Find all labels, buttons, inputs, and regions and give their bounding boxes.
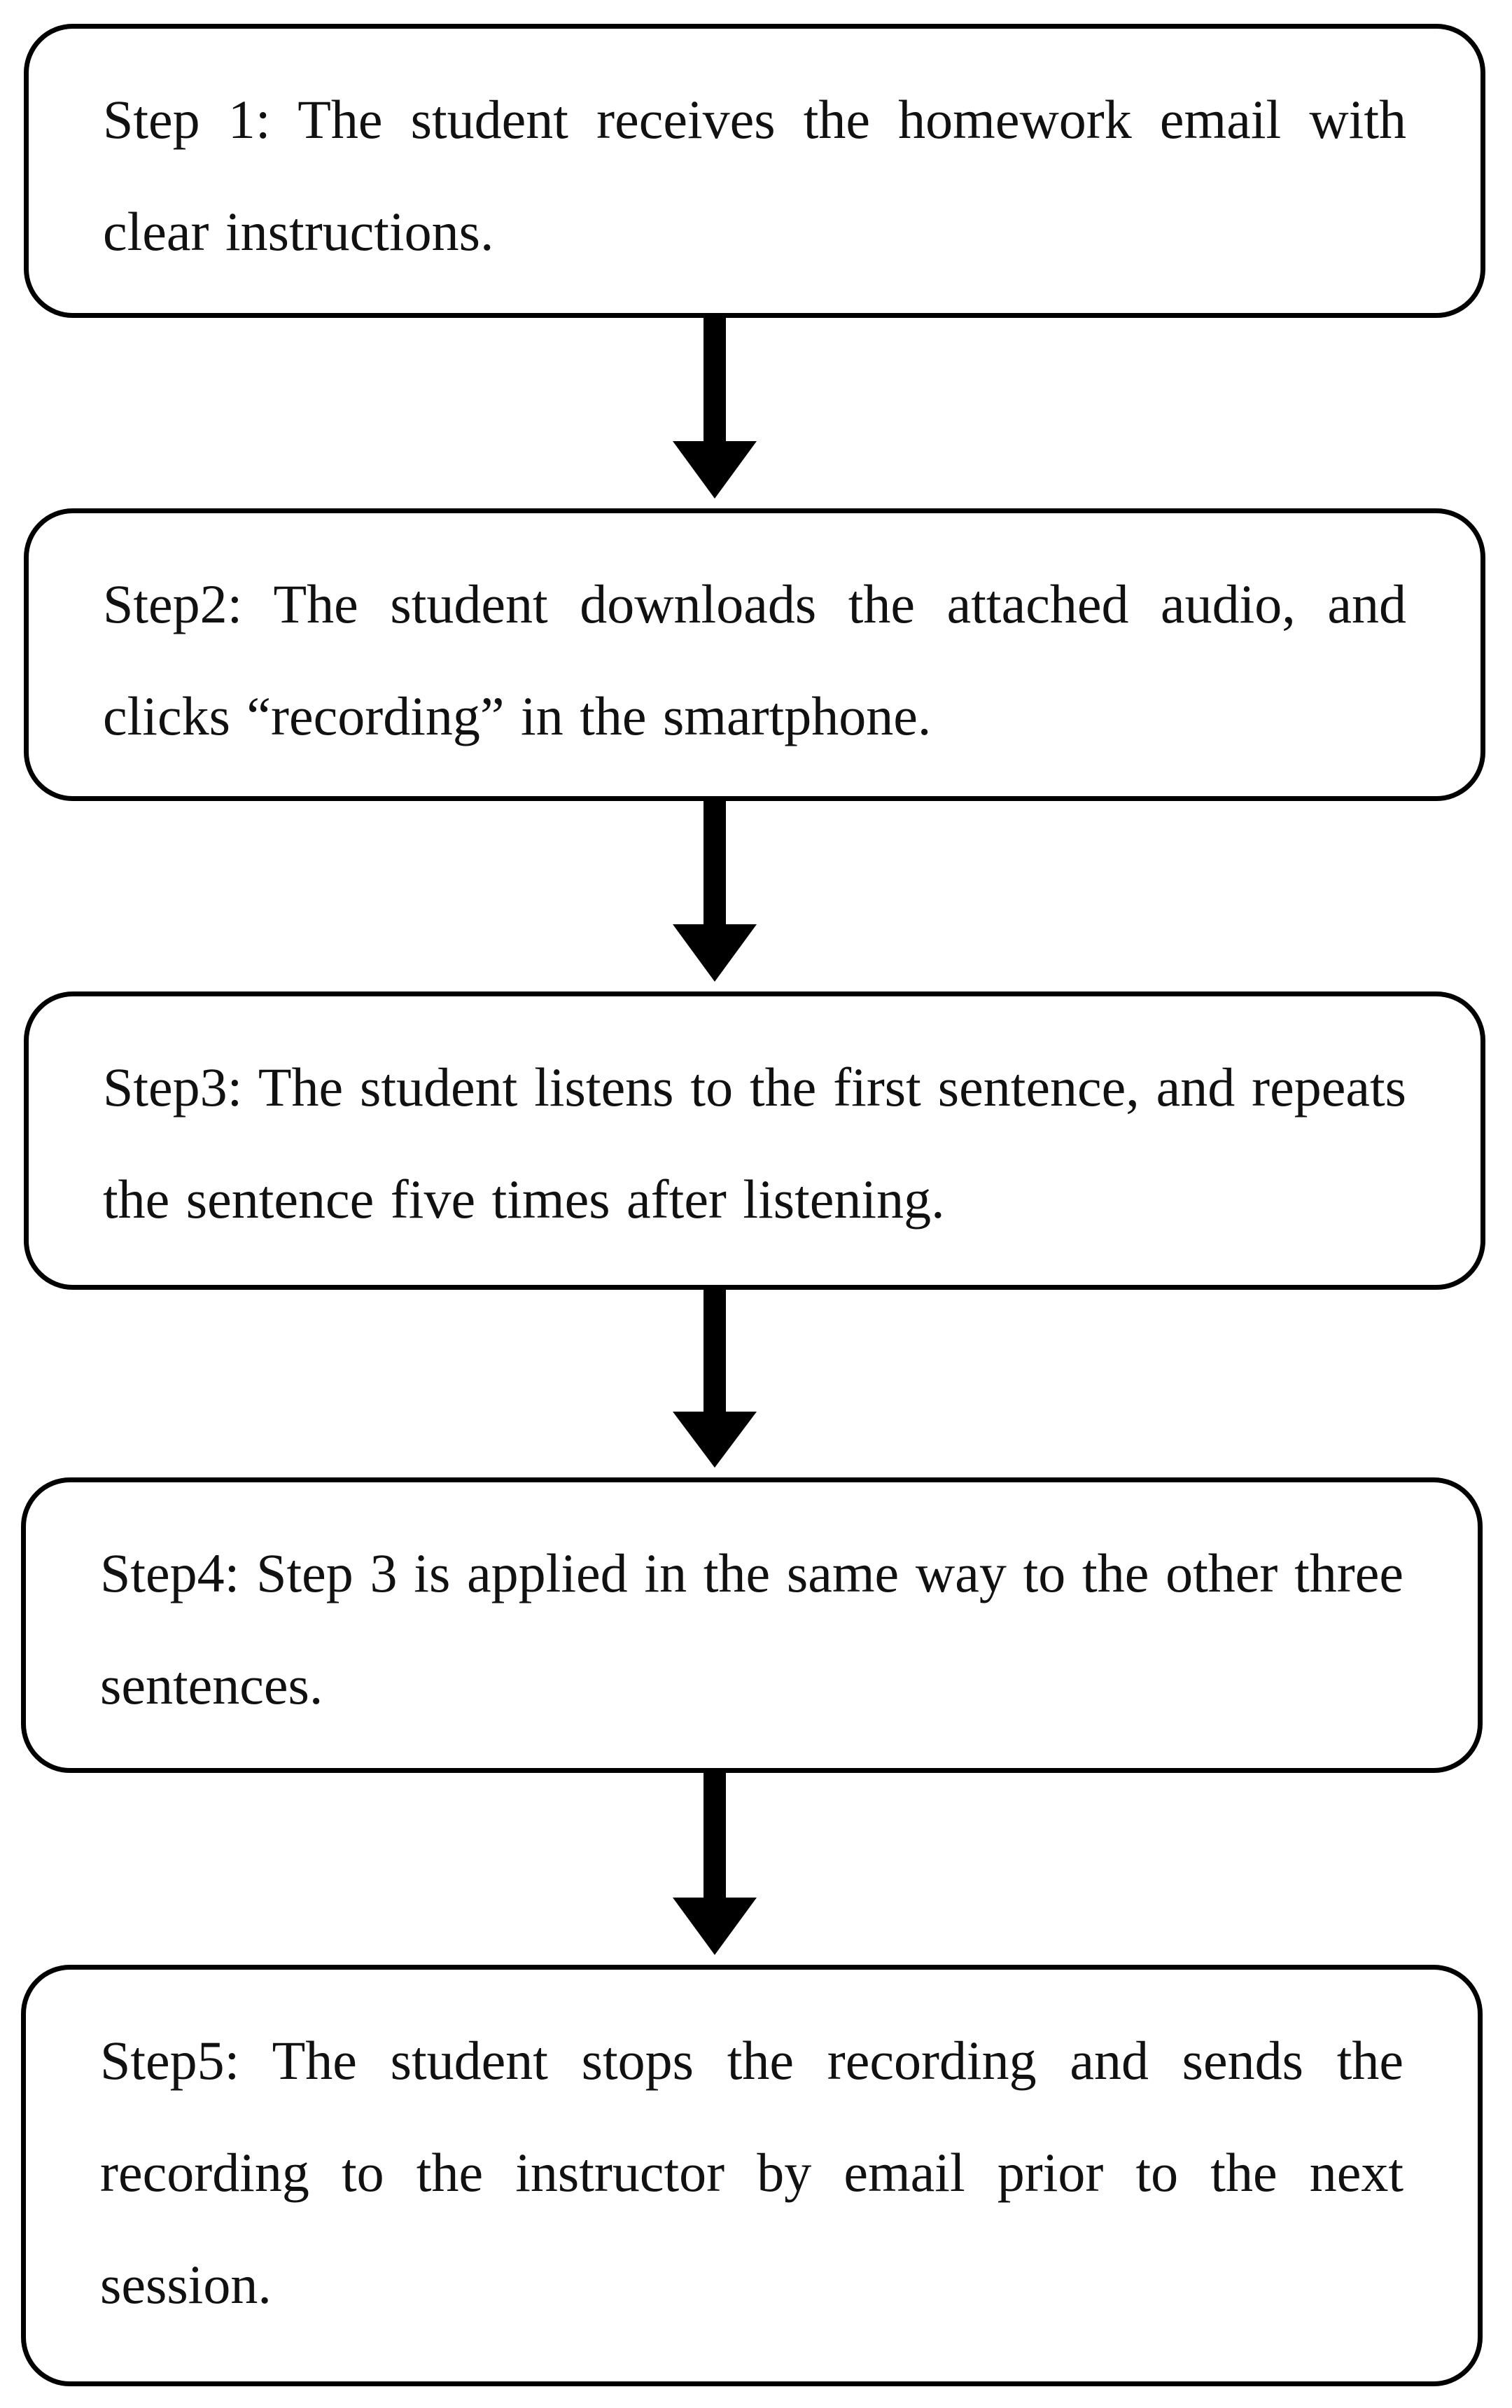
step-3-text: Step3: The student listens to the first sentence, and repeats the sentence five times after listening. xyxy=(103,1057,1406,1230)
step-4-box xyxy=(21,1477,1483,1773)
step-5-box xyxy=(21,1965,1483,2386)
step-1-box xyxy=(24,24,1485,318)
down-arrow-icon xyxy=(673,318,757,508)
down-arrow-icon xyxy=(673,801,757,991)
down-arrow-icon xyxy=(673,1290,757,1477)
down-arrow-icon xyxy=(673,1773,757,1965)
step-5-text: Step5: The student stops the recording and sends the recording to the instructor by email prior to the next session. xyxy=(100,2030,1404,2315)
step-4-text: Step4: Step 3 is applied in the same way to the other three sentences. xyxy=(100,1543,1404,1715)
step-2-text: Step2: The student downloads the attached audio, and clicks “recording” in the smartphone. xyxy=(103,573,1406,746)
step-1-text: Step 1: The student receives the homework email with clear instructions. xyxy=(103,89,1406,262)
step-2-box xyxy=(24,508,1485,801)
step-3-box xyxy=(24,991,1485,1290)
